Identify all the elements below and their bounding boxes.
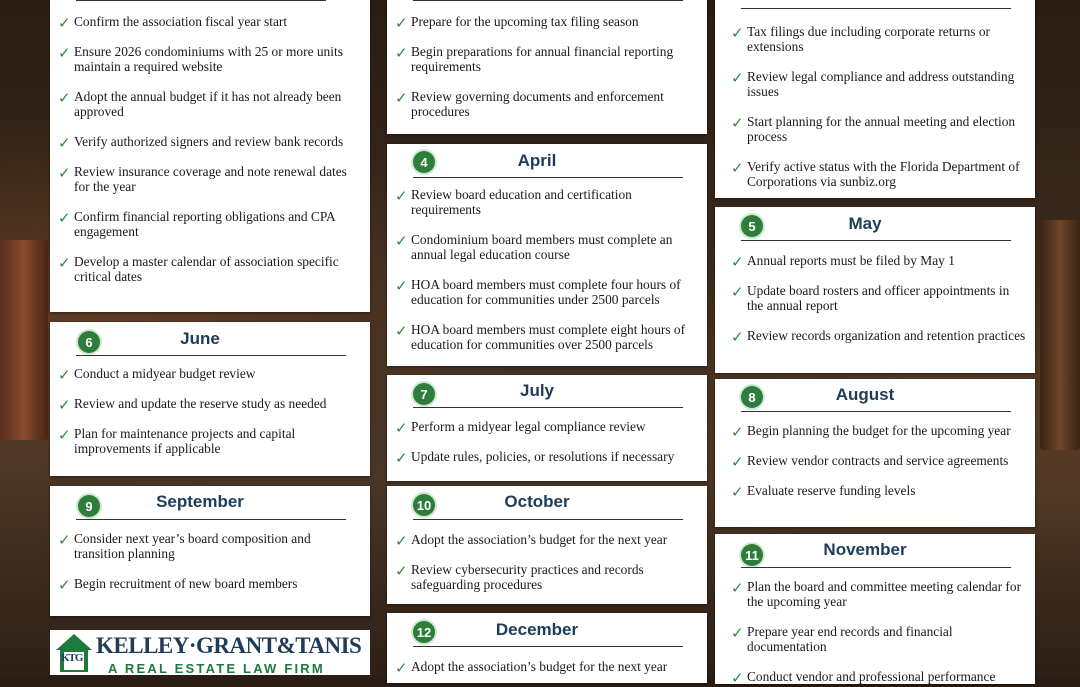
- checkmark-icon: ✓: [58, 254, 71, 272]
- list-item: ✓ Start planning for the annual meeting and election process: [731, 114, 1016, 144]
- checkmark-icon: ✓: [731, 24, 744, 42]
- list-item: ✓ Adopt the association’s budget for the next year: [395, 659, 668, 677]
- list-item: ✓ Adopt the association’s budget for the next year: [395, 532, 668, 550]
- checkmark-icon: ✓: [58, 44, 71, 62]
- checkmark-icon: ✓: [731, 453, 744, 471]
- september-card: [50, 486, 370, 616]
- month-number-badge: 5: [741, 215, 763, 237]
- december-card: [387, 613, 707, 683]
- checkmark-icon: ✓: [395, 532, 408, 550]
- month-title: September: [156, 492, 244, 511]
- checkmark-icon: ✓: [58, 134, 71, 152]
- list-item: ✓ Review insurance coverage and note renewal dates for the year: [58, 164, 347, 194]
- header-rule: [76, 355, 346, 356]
- list-item: ✓ Review legal compliance and address outstanding issues: [731, 69, 1015, 99]
- checkmark-icon: ✓: [395, 322, 408, 340]
- list-item: ✓ Conduct a midyear budget review: [58, 366, 256, 384]
- month-title: July: [519, 381, 555, 400]
- header-rule: [413, 519, 683, 520]
- list-item: ✓ Consider next year’s board composition and transition planning: [58, 531, 311, 561]
- header-rule: [413, 407, 683, 408]
- month-title: April: [517, 151, 557, 170]
- april-card: [387, 144, 707, 366]
- november-card: [715, 534, 1035, 687]
- list-item: ✓ Ensure 2026 condominiums with 25 or more units maintain a required website: [58, 44, 343, 74]
- list-item: ✓ Evaluate reserve funding levels: [731, 483, 916, 501]
- list-item: ✓ Annual reports must be filed by May 1: [731, 253, 955, 271]
- checkmark-icon: ✓: [58, 209, 71, 227]
- checkmark-icon: ✓: [58, 576, 71, 594]
- july-card: [387, 375, 707, 481]
- list-item: ✓ Confirm financial reporting obligations and CPA engagement: [58, 209, 335, 239]
- checkmark-icon: ✓: [731, 624, 744, 642]
- list-item: ✓ Review records organization and retention practices: [731, 328, 1026, 346]
- list-item: ✓ HOA board members must complete four hours of education for communities under 2500 parcels: [395, 277, 681, 307]
- header-rule: [76, 519, 346, 520]
- february-checklist: [731, 24, 1027, 189]
- header-rule: [413, 177, 683, 178]
- month-title: December: [495, 620, 579, 639]
- list-item: ✓ Review governing documents and enforcement procedures: [395, 89, 664, 119]
- checkmark-icon: ✓: [395, 14, 408, 32]
- june-checklist: [58, 366, 362, 456]
- checkmark-icon: ✓: [395, 562, 408, 580]
- month-title: October: [504, 492, 570, 511]
- october-card: [387, 486, 707, 604]
- checkmark-icon: ✓: [731, 114, 744, 132]
- june-card: [50, 322, 370, 476]
- list-item: ✓ Begin recruitment of new board members: [58, 576, 298, 594]
- list-item: ✓ Review and update the reserve study as needed: [58, 396, 327, 414]
- checkmark-icon: ✓: [58, 426, 71, 444]
- checkmark-icon: ✓: [731, 579, 744, 597]
- background-book: [0, 240, 48, 440]
- month-number-badge: 8: [741, 386, 763, 408]
- checkmark-icon: ✓: [395, 449, 408, 467]
- header-rule: [741, 8, 1011, 9]
- march-card: [387, 0, 707, 134]
- header-rule: [413, 646, 683, 647]
- month-title: June: [180, 329, 220, 348]
- month-title: May: [848, 214, 882, 233]
- list-item: ✓ Perform a midyear legal compliance review: [395, 419, 646, 437]
- list-item: ✓ Begin planning the budget for the upcoming year: [731, 423, 1011, 441]
- month-number-badge: 7: [413, 383, 435, 405]
- month-number-badge: 9: [78, 495, 100, 517]
- checkmark-icon: ✓: [58, 89, 71, 107]
- february-card: [715, 0, 1035, 198]
- month-number-badge: 12: [413, 621, 435, 643]
- list-item: ✓ Condominium board members must complete an annual legal education course: [395, 232, 673, 262]
- checkmark-icon: ✓: [395, 419, 408, 437]
- month-number-badge: 10: [413, 494, 435, 516]
- header-rule: [741, 240, 1011, 241]
- checkmark-icon: ✓: [58, 396, 71, 414]
- list-item: ✓ Review board education and certification requirements: [395, 187, 632, 217]
- month-number-badge: 4: [413, 151, 435, 173]
- list-item: ✓ Update rules, policies, or resolutions if necessary: [395, 449, 675, 467]
- list-item: ✓ Begin preparations for annual financial reporting requirements: [395, 44, 674, 74]
- august-card: [715, 379, 1035, 527]
- august-checklist: [731, 423, 1027, 501]
- header-rule: [76, 0, 326, 1]
- list-item: ✓ Adopt the annual budget if it has not already been approved: [58, 89, 342, 119]
- may-checklist: [731, 253, 1027, 346]
- list-item: ✓ Prepare year end records and financial documentation: [731, 624, 953, 654]
- month-title: August: [835, 385, 895, 404]
- list-item: ✓ Conduct vendor and professional performance: [731, 669, 996, 687]
- checkmark-icon: ✓: [58, 531, 71, 549]
- header-rule: [741, 411, 1011, 412]
- checkmark-icon: ✓: [58, 14, 71, 32]
- november-checklist: [731, 579, 1027, 687]
- month-number-badge: 6: [78, 331, 100, 353]
- checkmark-icon: ✓: [731, 159, 744, 177]
- list-item: ✓ Plan for maintenance projects and capital improvements if applicable: [58, 426, 296, 456]
- checkmark-icon: ✓: [395, 659, 408, 677]
- background-book: [1040, 220, 1080, 450]
- list-item: ✓ Review vendor contracts and service agreements: [731, 453, 1009, 471]
- list-item: ✓ Confirm the association fiscal year start: [58, 14, 288, 32]
- checkmark-icon: ✓: [395, 187, 408, 205]
- checkmark-icon: ✓: [395, 44, 408, 62]
- month-title: November: [823, 540, 907, 559]
- checkmark-icon: ✓: [731, 283, 744, 301]
- march-checklist: [395, 14, 699, 119]
- checkmark-icon: ✓: [731, 328, 744, 346]
- checkmark-icon: ✓: [731, 669, 744, 687]
- checkmark-icon: ✓: [731, 69, 744, 87]
- firm-logo: [50, 630, 370, 675]
- july-checklist: [395, 419, 699, 467]
- firm-tagline: A REAL ESTATE LAW FIRM: [108, 661, 325, 676]
- list-item: ✓ Plan the board and committee meeting calendar for the upcoming year: [731, 579, 1022, 609]
- september-checklist: [58, 531, 362, 594]
- list-item: ✓ Update board rosters and officer appointments in the annual report: [731, 283, 1010, 313]
- firm-monogram: KTG: [61, 652, 83, 664]
- december-checklist: [395, 659, 699, 677]
- checkmark-icon: ✓: [731, 483, 744, 501]
- list-item: ✓ Review cybersecurity practices and records safeguarding procedures: [395, 562, 644, 592]
- may-card: [715, 207, 1035, 373]
- checkmark-icon: ✓: [395, 277, 408, 295]
- checkmark-icon: ✓: [58, 366, 71, 384]
- january-checklist: [58, 14, 362, 284]
- header-rule: [413, 0, 683, 1]
- list-item: ✓ HOA board members must complete eight hours of education for communities over 2500 parcels: [395, 322, 686, 352]
- list-item: ✓ Develop a master calendar of association specific critical dates: [58, 254, 339, 284]
- list-item: ✓ Prepare for the upcoming tax filing season: [395, 14, 639, 32]
- list-item: ✓ Tax filings due including corporate returns or extensions: [731, 24, 990, 54]
- january-card: [50, 0, 370, 312]
- list-item: ✓ Verify authorized signers and review bank records: [58, 134, 344, 152]
- checkmark-icon: ✓: [731, 423, 744, 441]
- april-checklist: [395, 187, 699, 352]
- checkmark-icon: ✓: [58, 164, 71, 182]
- october-checklist: [395, 532, 699, 592]
- month-number-badge: 11: [741, 544, 763, 566]
- checkmark-icon: ✓: [731, 253, 744, 271]
- header-rule: [741, 567, 1011, 568]
- checkmark-icon: ✓: [395, 89, 408, 107]
- checkmark-icon: ✓: [395, 232, 408, 250]
- list-item: ✓ Verify active status with the Florida Department of Corporations via sunbiz.org: [731, 159, 1020, 189]
- firm-name: KELLEY·GRANT&TANIS: [96, 633, 362, 658]
